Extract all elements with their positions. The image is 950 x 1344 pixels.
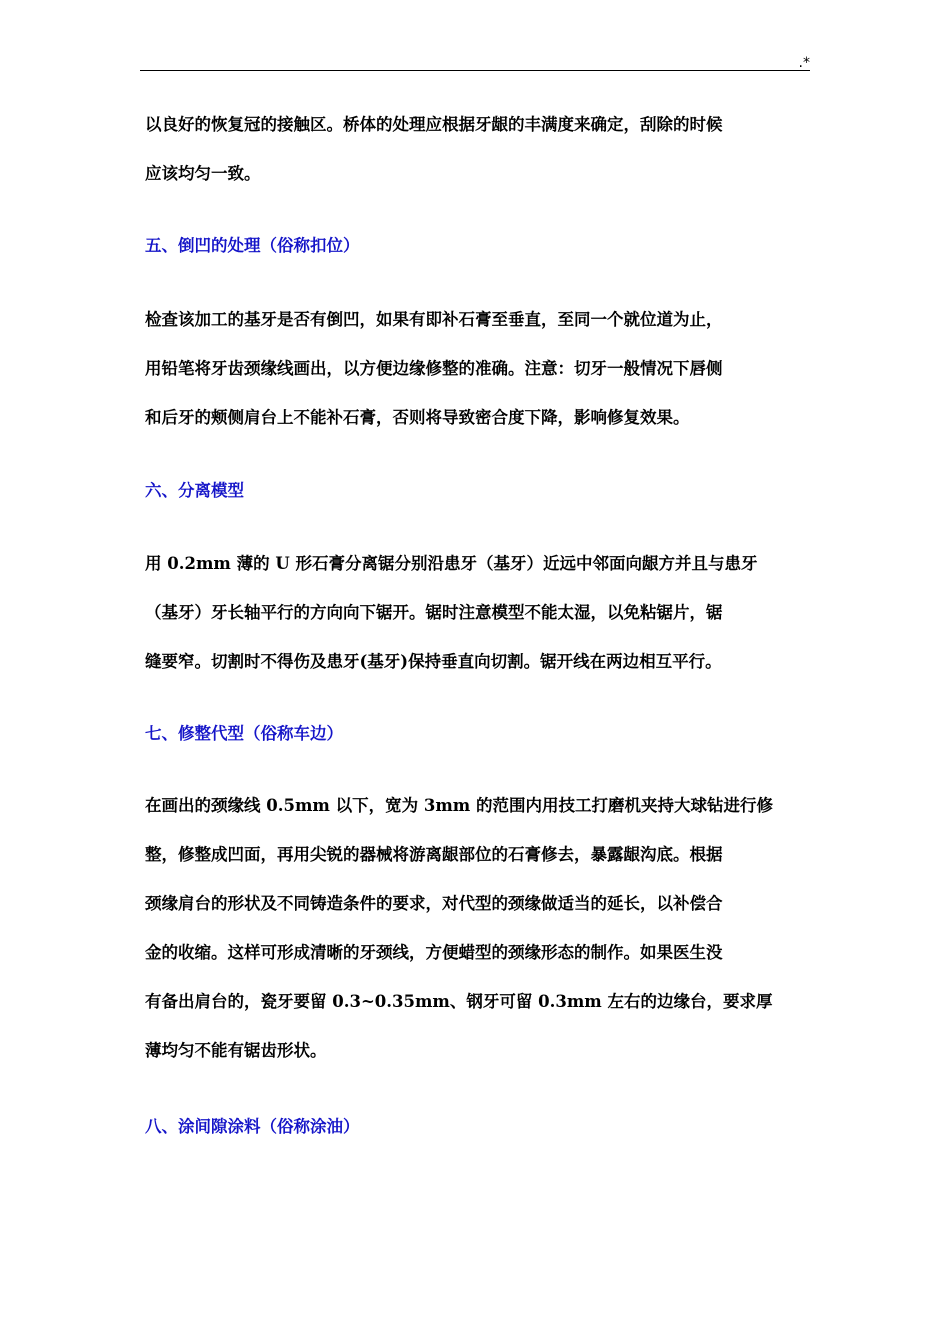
paragraph-line: 有备出肩台的，瓷牙要留 0.3~0.35mm、钢牙可留 0.3mm 左右的边缘台，要求厚: [145, 992, 773, 1011]
paragraph-undercut: [145, 295, 815, 442]
paragraph-line: （基牙）牙长轴平行的方向向下锯开。锯时注意模型不能太湿，以免粘锯片，锯: [145, 603, 723, 622]
paragraph-line: 用铅笔将牙齿颈缘线画出，以方便边缘修整的准确。注意：切牙一般情况下唇侧: [145, 359, 723, 378]
paragraph-line: 用 0.2mm 薄的 U 形石膏分离锯分别沿患牙（基牙）近远中邻面向龈方并且与患牙: [145, 554, 758, 573]
heading-section-8: 八、涂间隙涂料（俗称涂油）: [145, 1117, 360, 1136]
heading-section-6: 六、分离模型: [145, 481, 244, 500]
heading-section-5: 五、倒凹的处理（俗称扣位）: [145, 236, 360, 255]
heading-section-7: 七、修整代型（俗称车边）: [145, 724, 343, 743]
header-rule: [140, 70, 810, 71]
paragraph-line: 和后牙的颊侧肩台上不能补石膏，否则将导致密合度下降，影响修复效果。: [145, 408, 690, 427]
page-header: [140, 56, 810, 72]
paragraph-line: 缝要窄。切割时不得伤及患牙(基牙)保持垂直向切割。锯开线在两边相互平行。: [145, 652, 722, 671]
paragraph-line: 颈缘肩台的形状及不同铸造条件的要求，对代型的颈缘做适当的延长，以补偿合: [145, 894, 723, 913]
paragraph-separate-model: [145, 539, 815, 686]
paragraph-line: 金的收缩。这样可形成清晰的牙颈线，方便蜡型的颈缘形态的制作。如果医生没: [145, 943, 723, 962]
paragraph-bridge-treatment: [145, 100, 815, 198]
paragraph-line: 薄均匀不能有锯齿形状。: [145, 1041, 327, 1060]
paragraph-line: 检查该加工的基牙是否有倒凹，如果有即补石膏至垂直，至同一个就位道为止，: [145, 310, 723, 329]
paragraph-line: 整，修整成凹面，再用尖锐的器械将游离龈部位的石膏修去，暴露龈沟底。根据: [145, 845, 723, 864]
header-mark: .*: [798, 55, 810, 71]
paragraph-trim-die: [145, 781, 815, 1075]
paragraph-line: 在画出的颈缘线 0.5mm 以下，宽为 3mm 的范围内用技工打磨机夹持大球钻进行修: [145, 796, 773, 815]
paragraph-line: 应该均匀一致。: [145, 164, 261, 183]
paragraph-line: 以良好的恢复冠的接触区。桥体的处理应根据牙龈的丰满度来确定，刮除的时候: [145, 115, 723, 134]
